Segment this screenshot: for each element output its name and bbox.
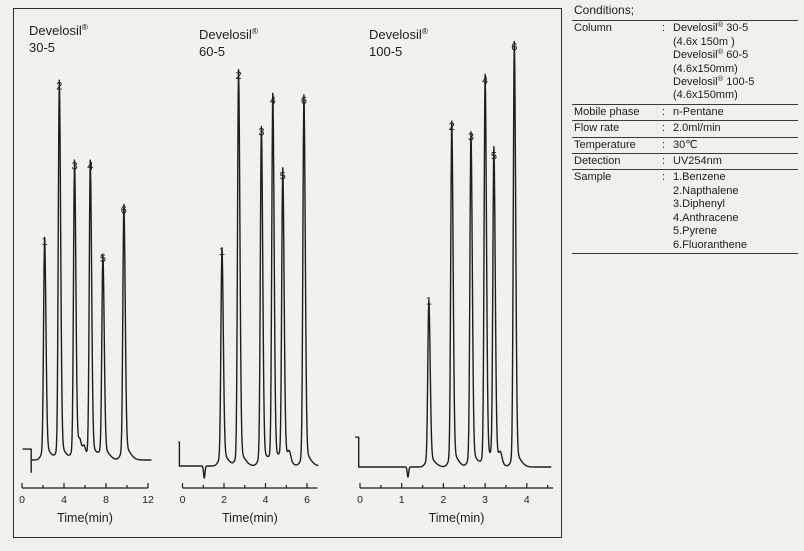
peak-label: 6 (511, 41, 518, 54)
condition-colon: : (662, 122, 666, 135)
condition-values (673, 22, 798, 102)
axis-tick-label: 4 (262, 494, 269, 506)
condition-colon: : (662, 22, 666, 35)
peak-label: 4 (269, 95, 276, 107)
panel-title: Develosil® (29, 22, 89, 38)
peak-label: 1 (425, 295, 432, 308)
conditions-row (572, 20, 798, 103)
registered-mark: ® (251, 26, 259, 36)
axis-tick-label: 0 (19, 494, 25, 506)
axis-tick-label: 1 (398, 494, 405, 506)
condition-value: 3.Diphenyl (673, 198, 725, 211)
condition-value: Develosil® 100-5 (673, 74, 755, 89)
condition-value: (4.6x 150m ) (673, 35, 735, 48)
conditions-row (572, 153, 798, 169)
peak-label: 2 (448, 121, 455, 134)
registered-mark: ® (717, 20, 724, 30)
panel-title: Develosil® (369, 26, 429, 42)
condition-value: n-Pentane (673, 105, 724, 118)
condition-colon: : (662, 155, 666, 168)
condition-label: Column (574, 22, 612, 35)
peak-label: 6 (300, 95, 307, 107)
condition-value: 5.Pyrene (673, 225, 718, 238)
condition-values (673, 139, 798, 152)
conditions-title: Conditions; (574, 3, 635, 17)
chromatogram-figure-box (13, 8, 562, 538)
peak-label: 4 (87, 160, 94, 173)
axis-tick-label: 2 (221, 494, 227, 506)
condition-colon: : (662, 171, 666, 184)
condition-value: 1.Benzene (673, 171, 726, 184)
condition-values (673, 155, 798, 168)
peak-label: 3 (71, 160, 78, 173)
condition-value: 6.Fluoranthene (673, 238, 747, 251)
peak-label: 2 (235, 69, 242, 82)
condition-colon: : (662, 138, 666, 151)
condition-colon: : (662, 105, 666, 118)
condition-label: Detection (574, 155, 621, 168)
axis-tick-label: 3 (482, 494, 489, 506)
condition-value: (4.6x150mm) (673, 62, 738, 75)
peak-label: 5 (490, 150, 497, 163)
registered-mark: ® (421, 26, 429, 36)
condition-label: Temperature (574, 138, 636, 151)
peak-label: 1 (218, 246, 225, 259)
peak-label: 4 (482, 75, 489, 87)
condition-value: 30℃ (673, 138, 698, 151)
peak-label: 3 (467, 131, 474, 144)
condition-values (673, 122, 798, 135)
condition-value: Develosil® 60-5 (673, 47, 749, 62)
axis-label: Time(min) (57, 511, 113, 525)
condition-value: (4.6x150mm) (673, 89, 738, 102)
condition-value: Develosil® 30-5 (673, 20, 749, 35)
axis-tick-label: 4 (61, 494, 67, 506)
condition-label: Mobile phase (574, 105, 640, 118)
condition-value: 2.0ml/min (673, 122, 721, 135)
registered-mark: ® (717, 47, 724, 57)
peak-label: 5 (279, 170, 286, 183)
axis-tick-label: 12 (142, 494, 154, 506)
panel-subtitle: 100-5 (369, 44, 403, 59)
conditions-row (572, 104, 798, 120)
axis-tick-label: 2 (440, 494, 447, 506)
axis-label: Time(min) (428, 511, 485, 525)
peak-label: 2 (56, 80, 63, 93)
condition-label: Flow rate (574, 122, 620, 135)
conditions-row (572, 120, 798, 136)
axis-tick-label: 0 (357, 494, 363, 506)
registered-mark: ® (717, 74, 724, 84)
condition-value: 4.Anthracene (673, 211, 739, 224)
axis-tick-label: 8 (103, 494, 109, 506)
condition-values (673, 171, 798, 251)
condition-label: Sample (574, 171, 612, 184)
condition-value: UV254nm (673, 155, 722, 168)
peak-label: 5 (99, 252, 106, 265)
conditions-row (572, 169, 798, 252)
peak-label: 1 (41, 236, 48, 248)
conditions-row (572, 137, 798, 153)
panel-subtitle: 30-5 (29, 40, 56, 55)
peak-label: 3 (258, 126, 265, 139)
axis-label: Time(min) (222, 511, 278, 525)
condition-values (673, 106, 798, 119)
registered-mark: ® (81, 22, 89, 32)
panel-title: Develosil® (199, 26, 259, 42)
condition-value: 2.Napthalene (673, 184, 739, 197)
axis-tick-label: 0 (179, 494, 186, 506)
conditions-rows (572, 20, 798, 253)
panel-subtitle: 60-5 (199, 44, 226, 59)
peak-label: 6 (120, 204, 127, 217)
axis-tick-label: 4 (523, 494, 530, 506)
conditions-table (572, 3, 798, 254)
axis-tick-label: 6 (304, 494, 310, 506)
